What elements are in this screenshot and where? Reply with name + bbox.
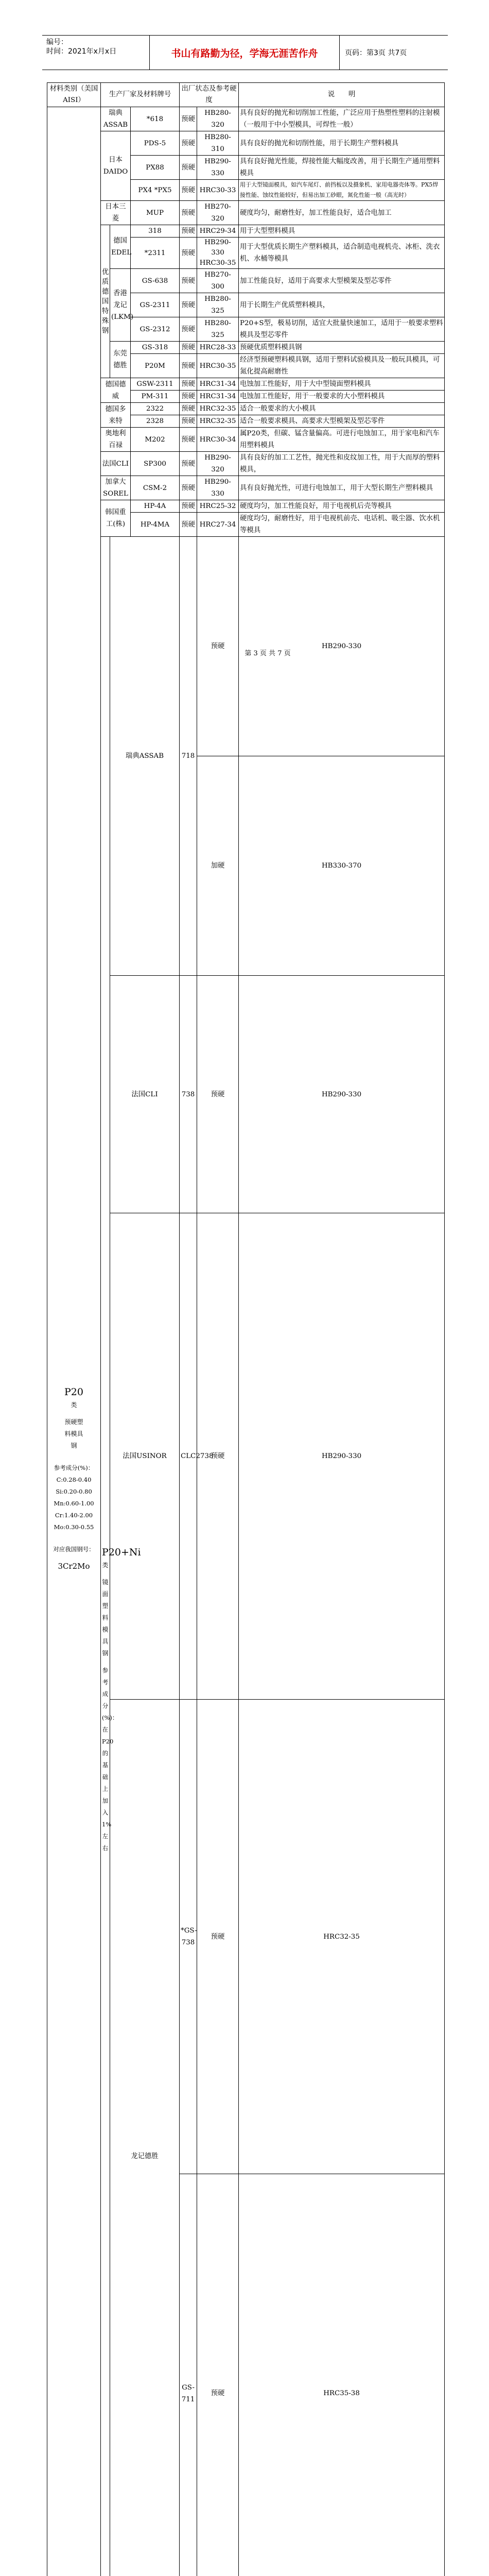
header-slogan: 书山有路勤为径，学海无涯苦作舟 [149,36,340,70]
table-row [47,201,445,225]
grade-cell: 2328 [131,415,180,428]
desc-cell: 硬度均匀，耐磨性好，用于电视机前壳、电话机、吸尘器、饮水机等模具 [239,513,445,537]
desc-cell: P20+S型，极易切削，适宜大批量快速加工，适用于一般要求塑料模具及型芯零件 [239,317,445,342]
hardness-cell: HRC32-35 [239,1700,445,2174]
maker-cell: 东莞德胜 [110,342,131,378]
state-cell: 预硬 [180,403,197,415]
maker-cell: 德国多来特 [101,403,131,428]
hardness-cell: HRC29-34 [197,225,239,238]
category-p20ni [101,537,110,2576]
hardness-cell: HB290-330 [197,476,239,500]
desc-cell: 具有良好的加工工艺性，抛光性和皮纹加工性，用于大而厚的塑料模具， [239,452,445,476]
hardness-cell: HB290-330 [239,537,445,756]
hardness-cell: HB290-330 [239,976,445,1213]
hardness-cell: HB280-320 [197,107,239,131]
hardness-cell: HB290-330 [197,156,239,180]
hardness-cell: HRC30-33 [197,180,239,201]
header-meta [42,36,149,70]
table-row [47,225,445,238]
state-cell: 加硬 [197,756,239,976]
grade-cell: GSW-2311 [131,378,180,391]
state-cell: 预硬 [180,317,197,342]
desc-cell: 用于大型镜面模具，如汽车尾灯、前挡板以及摄象机、家用电器壳体等。PX5焊接性能、蚀纹性能较好，但易出加工砂眼，氮化性能一般（高光时） [239,180,445,201]
state-cell: 预硬 [180,415,197,428]
composition-value: C:0.28-0.40 [48,1474,99,1486]
table-row [47,378,445,391]
composition-title: 参考成分(%)： [102,1665,109,1724]
maker-cell: 奥地利百禄 [101,428,131,452]
hardness-cell: HB280-325 [197,293,239,317]
state-cell: 预硬 [180,269,197,293]
state-cell: 预硬 [180,342,197,354]
grade-cell: 318 [131,225,180,238]
hardness-cell: HB290-330 [239,1213,445,1700]
maker-cell: 日本三菱 [101,201,131,225]
grade-cell: CLC2738 [180,1213,197,1700]
category-subtitle: 预硬塑 [48,1416,99,1428]
grade-cell: GS-2312 [131,317,180,342]
number-label: 编号： [46,38,149,47]
state-cell: 预硬 [180,156,197,180]
grade-cell: 738 [180,976,197,1213]
grade-cell: 718 [180,537,197,976]
col-header-maker: 生产厂家及材料牌号 [101,83,180,107]
grade-cell: GS-318 [131,342,180,354]
hardness-cell: HB270-300 [197,269,239,293]
composition-value: Mn:0.60-1.00 [48,1498,99,1510]
desc-cell: 用于大型优质长期生产塑料模具，适合制造电视机壳、冰柜、洗衣机、水桶等模具 [239,238,445,269]
cn-grade: 3Cr2Mo [48,1561,99,1572]
maker-cell: 香港龙记(LKM) [110,269,131,342]
grade-cell: HP-4A [131,500,180,513]
maker-cell: 德国德威 [101,378,131,403]
hardness-cell: HRC25-32 [197,500,239,513]
table-row [47,476,445,500]
state-cell: 预硬 [180,476,197,500]
state-cell: 预硬 [180,293,197,317]
composition-value: Cr:1.40-2.00 [48,1510,99,1521]
state-cell: 预硬 [180,180,197,201]
table-header-row [47,83,445,107]
header-page-label: 页码：第3页 共7页 [340,36,448,70]
state-cell: 预硬 [180,428,197,452]
group-label: 优质德国特殊钢 [102,267,109,336]
table-row [47,428,445,452]
composition-title: 参考成分(%)： [48,1462,99,1474]
grade-cell: GS-2311 [131,293,180,317]
hardness-cell: HRC30-34 [197,428,239,452]
grade-cell: GS-711 [180,2174,197,2576]
grade-cell: *618 [131,107,180,131]
desc-cell: 用于长期生产优质塑料模具， [239,293,445,317]
state-cell: 预硬 [180,225,197,238]
category-p20 [47,107,101,2576]
steel-table [47,82,445,2576]
desc-cell: 适合一般要求的大小模具 [239,403,445,415]
maker-cell: 德国EDEL [110,225,131,269]
grade-cell: GS-638 [131,269,180,293]
state-cell: 预硬 [197,2174,239,2576]
hardness-cell: HB330-370 [239,756,445,976]
desc-cell: 具有良好抛光性能，焊接性能大幅度改善，用于长期生产通用塑料模具 [239,156,445,180]
category-name: P20 [48,1385,99,1399]
category-subtitle: 钢 [102,1648,109,1659]
maker-cell: 法国CLI [101,452,131,476]
desc-cell: 具有良好抛光性，可进行电蚀加工，用于大型长期生产塑料模具 [239,476,445,500]
state-cell: 预硬 [197,537,239,756]
desc-cell: 具有良好的抛光和切削加工性能，广泛应用于热塑性塑料的注射模（一般用于中小型模具，可焊性一般） [239,107,445,131]
col-header-category: 材料类别（美国AISI） [47,83,101,107]
hardness-cell: HB280-325 [197,317,239,342]
hardness-cell: HRC30-35 [197,354,239,378]
category-class: 类 [102,1560,109,1571]
maker-cell: 瑞典ASSAB [101,107,131,131]
table-row [47,452,445,476]
composition-value: Si:0.20-0.80 [48,1486,99,1498]
state-cell: 预硬 [197,1700,239,2174]
table-row [47,537,445,756]
desc-cell: 硬度均匀，加工性能良好，用于电视机后壳等模具 [239,500,445,513]
grade-cell: M202 [131,428,180,452]
hardness-cell: HB290-320 [197,452,239,476]
table-row [47,131,445,156]
grade-cell: SP300 [131,452,180,476]
col-header-state: 出厂状态及参考硬度 [180,83,239,107]
category-subtitle: 镜面塑 [102,1577,109,1612]
desc-cell: 电蚀加工性能好，用于一般要求的大小塑料模具 [239,391,445,403]
state-cell: 预硬 [180,452,197,476]
table-row [47,107,445,131]
time-label: 时间：2021年x月x日 [46,47,149,56]
category-subtitle: 料模具 [102,1612,109,1648]
desc-cell: 预硬优质塑料模具钢 [239,342,445,354]
state-cell: 预硬 [180,513,197,537]
hardness-cell: HRC27-34 [197,513,239,537]
hardness-cell: HRC35-38 [239,2174,445,2576]
maker-cell: 法国USINOR [110,1213,180,1700]
state-cell: 预硬 [180,378,197,391]
col-header-desc: 说 明 [239,83,445,107]
grade-cell: PDS-5 [131,131,180,156]
state-cell: 预硬 [180,131,197,156]
desc-cell: 用于大型塑料模具 [239,225,445,238]
page-header [42,35,448,70]
hardness-cell: HRC32-35 [197,415,239,428]
hardness-cell: HB290-330 HRC30-35 [197,238,239,269]
table-row [47,403,445,415]
desc-cell: 适合一般要求模具、高要求大型模架及型芯零件 [239,415,445,428]
state-cell: 预硬 [180,391,197,403]
category-class: 类 [48,1399,99,1411]
group-label-cell [101,225,110,378]
page-footer: 第 3 页 共 7 页 [0,648,489,657]
hardness-cell: HB280-310 [197,131,239,156]
maker-cell: 法国CLI [110,976,180,1213]
grade-cell: P20M [131,354,180,378]
desc-cell: 属P20类，但碳、锰含量偏高。可进行电蚀加工，用于家电和汽车用塑料模具 [239,428,445,452]
state-cell: 预硬 [180,500,197,513]
maker-cell: 瑞典ASSAB [110,537,180,976]
maker-cell: 加拿大SOREL [101,476,131,500]
grade-cell: PX4 *PX5 [131,180,180,201]
desc-cell: 电蚀加工性能好，用于大中型镜面塑料模具 [239,378,445,391]
grade-cell: CSM-2 [131,476,180,500]
category-subtitle: 钢 [48,1440,99,1452]
maker-cell: 韩国重工(株) [101,500,131,537]
category-subtitle: 料模具 [48,1428,99,1440]
hardness-cell: HRC31-34 [197,391,239,403]
grade-cell: MUP [131,201,180,225]
state-cell: 预硬 [180,238,197,269]
composition-value: Mo:0.30-0.55 [48,1521,99,1533]
table-row [47,500,445,513]
state-cell: 预硬 [197,976,239,1213]
grade-cell: PM-311 [131,391,180,403]
grade-cell: HP-4MA [131,513,180,537]
grade-cell: PX88 [131,156,180,180]
composition-value: 在P20的基础 [102,1724,109,1783]
state-cell: 预硬 [180,354,197,378]
hardness-cell: HRC28-33 [197,342,239,354]
grade-cell: *GS-738 [180,1700,197,2174]
composition-value: 上加入1%左右 [102,1783,109,1854]
grade-cell: *2311 [131,238,180,269]
desc-cell: 具有良好的抛光和切削性能，用于长期生产塑料模具 [239,131,445,156]
category-name: P20+Ni [102,1545,109,1560]
hardness-cell: HRC31-34 [197,378,239,391]
hardness-cell: HB270-320 [197,201,239,225]
grade-cell: 2322 [131,403,180,415]
state-cell: 预硬 [197,1213,239,1700]
desc-cell: 经济型预硬塑料模具钢，适用于塑料试验模具及一般玩具模具，可氮化提高耐磨性 [239,354,445,378]
state-cell: 预硬 [180,201,197,225]
hardness-cell: HRC32-35 [197,403,239,415]
state-cell: 预硬 [180,107,197,131]
maker-cell: 日本DAIDO [101,131,131,201]
desc-cell: 硬度均匀，耐磨性好，加工性能良好，适合电加工 [239,201,445,225]
cn-grade-label: 对应我国钢号： [48,1544,99,1555]
desc-cell: 加工性能良好，适用于高要求大型模架及型芯零件 [239,269,445,293]
maker-cell: 龙记德胜 [110,1700,180,2576]
